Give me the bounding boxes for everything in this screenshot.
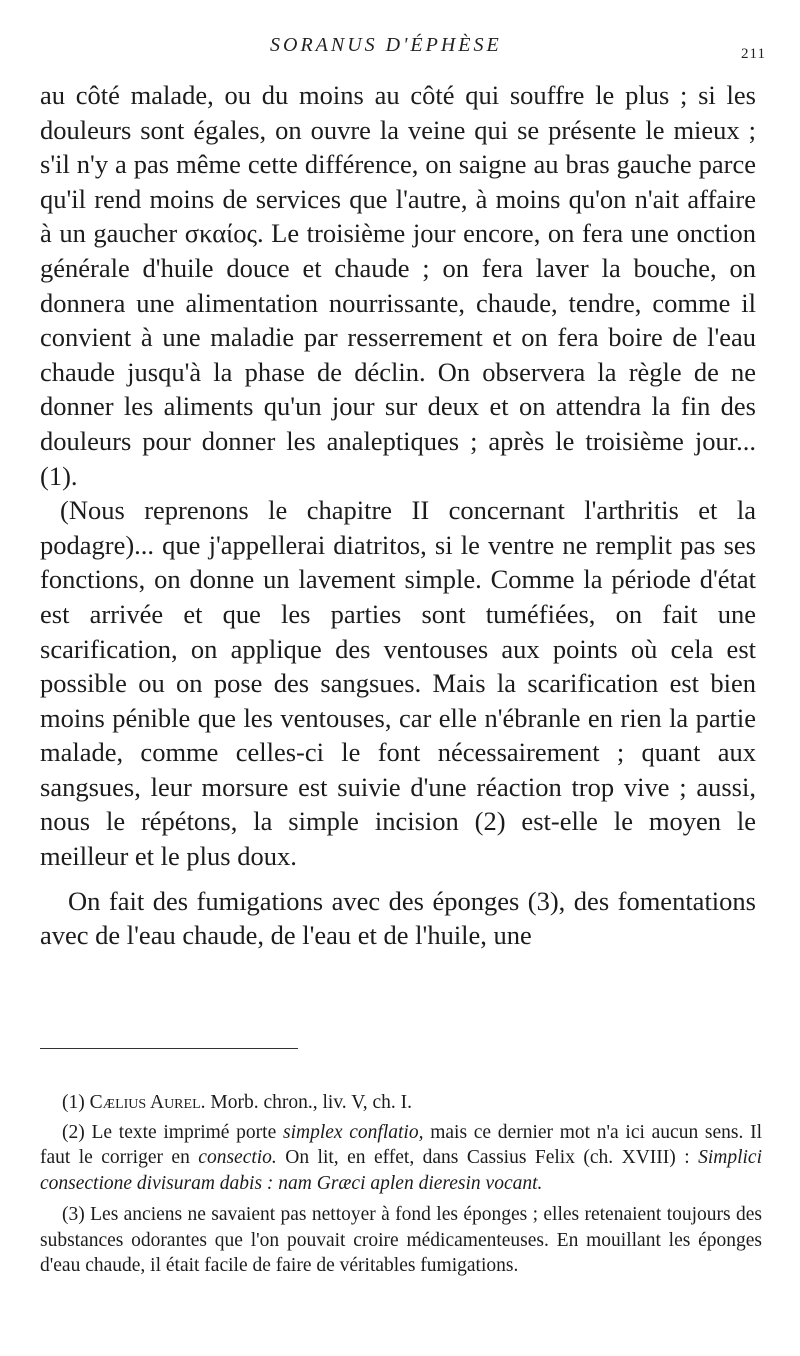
footnote-2-italic-c: Simplici consectione divisuram dabis : nam Græci aplen dieresin vocant. [40,1147,763,1194]
footnote-2-text-a: Le texte imprimé porte [91,1121,277,1143]
footnote-1-author: Cælius Aurel. [89,1092,206,1113]
footnote-3-text: Les anciens ne savaient pas nettoyer à fond les éponges ; elles retenaient toujours des substances odorantes que l'on pouvait croire médicamenteuses. En mouillant les éponges d'eau chaude, il était facile de faire de véritables fumigations. [40,1204,762,1276]
footnote-2 [40,1120,762,1197]
paragraph-1: au côté malade, ou du moins au côté qui souffre le plus ; si les douleurs sont égales, on ouvre la veine qui se présente le mieux ; s'il n'y a pas même cette différence, on saigne au bras gauche parce qu'il rend moins de services que l'autre, à moins qu'on n'ait affaire à un gaucher σκαίος. Le troisième jour encore, on fera une onction générale d'huile douce et chaude ; on fera laver la bouche, on donnera une alimentation nourrissante, chaude, tendre, comme il convient à une maladie par resserrement et on fera boire de l'eau chaude jusqu'à la phase de déclin. On observera la règle de ne donner les aliments qu'un jour sur deux et on attendra la fin des douleurs pour donner les analeptiques ; après le troisième jour... (1). [40,80,756,491]
footnote-3-marker: (3) [62,1204,85,1225]
footnote-2-italic-b: consectio. [198,1147,277,1168]
paragraph-3: On fait des fumigations avec des éponges (3), des fomentations avec de l'eau chaude, de l'eau et de l'huile, une [40,885,756,951]
footnotes [40,1090,762,1285]
running-title: SORANUS D'ÉPHÈSE [270,34,502,56]
footnote-2-text-c: On lit, en effet, dans Cassius Felix (ch. XVIII) : [285,1147,690,1168]
footnote-2-text-b: mais ce dernier mot n'a ici aucun sens. Il faut le corriger en [40,1121,763,1168]
footnote-3 [40,1202,762,1279]
footnote-2-italic-a: simplex conflatio, [282,1121,424,1143]
footnote-separator [40,1048,298,1049]
footnote-2-marker: (2) [62,1121,85,1143]
footnote-1 [40,1090,762,1116]
paragraph-2: (Nous reprenons le chapitre II concernant l'arthritis et la podagre)... que j'appellerai diatritos, si le ventre ne remplit pas ses fonctions, on donne un lavement simple. Comme la période d'état est arrivée et que les parties sont tuméfiées, on fait une scarification, on applique des ventouses aux points où cela est possible ou on pose des sangsues. Mais la scarification est bien moins pénible que les ventouses, car elle n'ébranle en rien la partie malade, comme celles-ci le font nécessairement ; quant aux sangsues, leur morsure est suivie d'une réaction trop vive ; aussi, nous le répétons, la simple incision (2) est-elle le moyen le meilleur et le plus doux. [40,495,756,872]
footnote-1-marker: (1) [62,1092,85,1113]
main-text [40,78,756,953]
page-header [0,34,800,64]
footnote-1-text: Morb. chron., liv. V, ch. I. [210,1092,413,1113]
page-number: 211 [741,46,766,62]
